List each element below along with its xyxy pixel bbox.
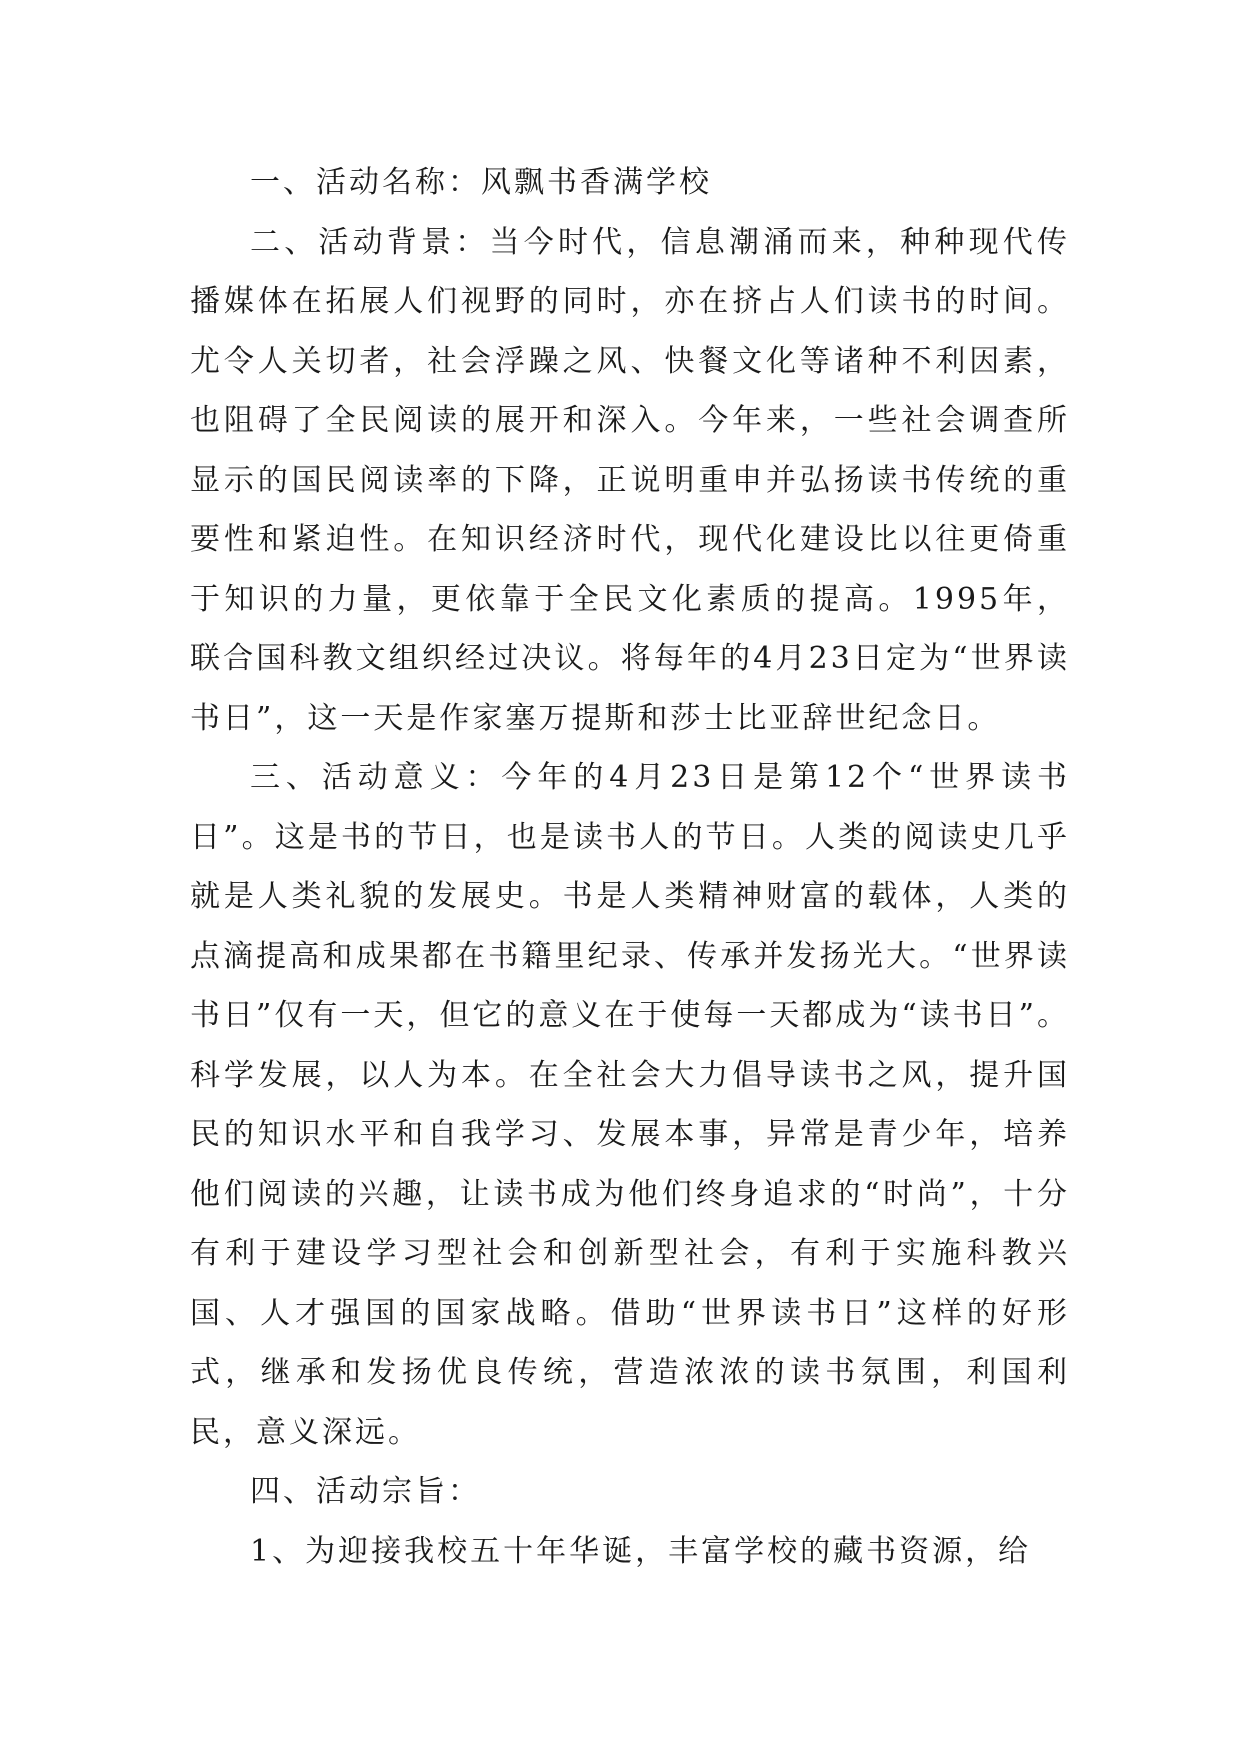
paragraph-activity-background: 二、活动背景：当今时代，信息潮涌而来，种种现代传播媒体在拓展人们视野的同时，亦在挤占人们读书的时间。尤令人关切者，社会浮躁之风、快餐文化等诸种不利因素，也阻碍了全民阅读的展开和深入。今年来，一些社会调查所显示的国民阅读率的下降，正说明重申并弘扬读书传统的重要性和紧迫性。在知识经济时代，现代化建设比以往更倚重于知识的力量，更依靠于全民文化素质的提高。1995年，联合国科教文组织经过决议。将每年的4月23日定为“世界读书日”，这一天是作家塞万提斯和莎士比亚辞世纪念日。	[190, 224, 1070, 736]
document-body	[190, 153, 1070, 1581]
paragraph-activity-significance: 三、活动意义：今年的4月23日是第12个“世界读书日”。这是书的节日，也是读书人的节日。人类的阅读史几乎就是人类礼貌的发展史。书是人类精神财富的载体，人类的点滴提高和成果都在书籍里纪录、传承并发扬光大。“世界读书日”仅有一天，但它的意义在于使每一天都成为“读书日”。科学发展，以人为本。在全社会大力倡导读书之风，提升国民的知识水平和自我学习、发展本事，异常是青少年，培养他们阅读的兴趣，让读书成为他们终身追求的“时尚”，十分有利于建设学习型社会和创新型社会，有利于实施科教兴国、人才强国的国家战略。借助“世界读书日”这样的好形式，继承和发扬优良传统，营造浓浓的读书氛围，利国利民，意义深远。	[190, 760, 1071, 1450]
paragraph-purpose-item-1: 1、为迎接我校五十年华诞，丰富学校的藏书资源，给	[250, 1533, 1032, 1569]
paragraph-activity-purpose-heading: 四、活动宗旨：	[250, 1474, 481, 1509]
paragraph-activity-name: 一、活动名称：风飘书香满学校	[250, 165, 712, 200]
